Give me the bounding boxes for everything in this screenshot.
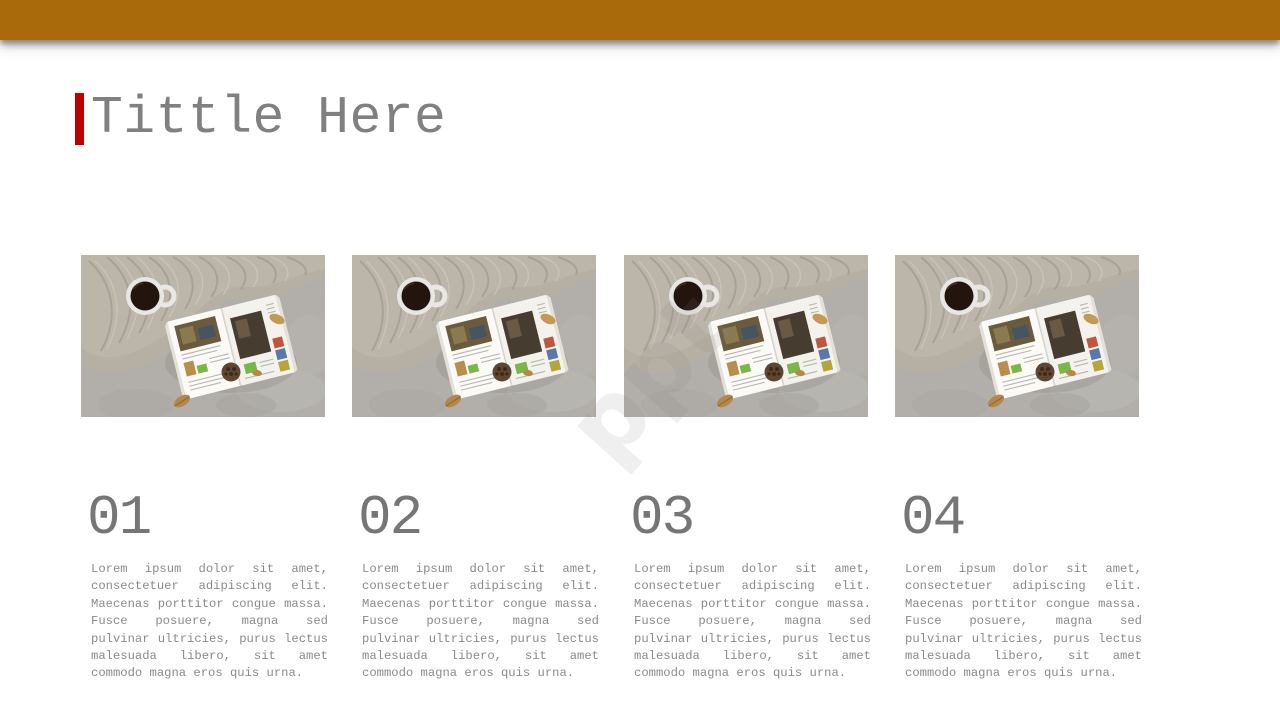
magazine-coffee-photo [352,255,596,417]
slide-title: Tittle Here [91,88,447,148]
content-card-3 [624,255,871,683]
magazine-coffee-photo [81,255,325,417]
magazine-coffee-photo [895,255,1139,417]
content-card-4 [895,255,1142,683]
card-number: 04 [901,486,965,550]
magazine-coffee-photo [624,255,868,417]
slide-top-bar [0,0,1280,40]
card-body-text: Lorem ipsum dolor sit amet, consectetuer adipiscing elit. Maecenas porttitor congue massa. Fusce posuere, magna sed pulvinar ultricies, purus lectus malesuada libero, sit amet commodo magna eros quis urna. [905,562,1142,681]
content-card-1 [81,255,328,683]
card-body-text: Lorem ipsum dolor sit amet, consectetuer adipiscing elit. Maecenas porttitor congue massa. Fusce posuere, magna sed pulvinar ultricies, purus lectus malesuada libero, sit amet commodo magna eros quis urna. [634,562,871,681]
card-number: 03 [630,486,694,550]
card-body-text: Lorem ipsum dolor sit amet, consectetuer adipiscing elit. Maecenas porttitor congue massa. Fusce posuere, magna sed pulvinar ultricies, purus lectus malesuada libero, sit amet commodo magna eros quis urna. [362,562,599,681]
title-accent-bar [75,93,84,145]
card-body-text: Lorem ipsum dolor sit amet, consectetuer adipiscing elit. Maecenas porttitor congue massa. Fusce posuere, magna sed pulvinar ultricies, purus lectus malesuada libero, sit amet commodo magna eros quis urna. [91,562,328,681]
content-card-2 [352,255,599,683]
card-number: 02 [358,486,422,550]
card-number: 01 [87,486,151,550]
title-block [75,90,446,146]
